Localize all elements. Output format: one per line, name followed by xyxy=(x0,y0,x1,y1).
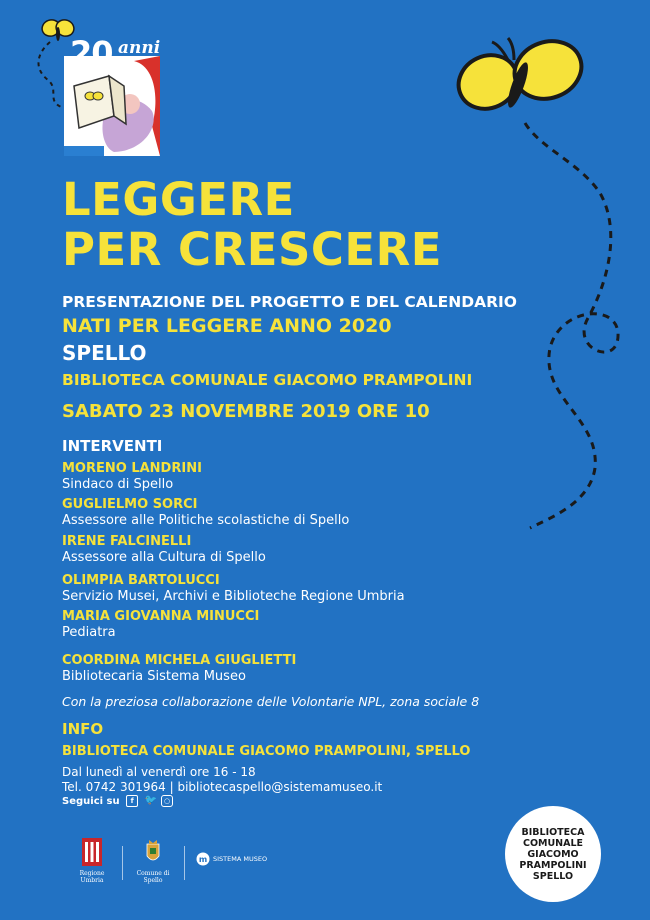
butterfly-flight-path xyxy=(470,118,640,538)
comune-spello-crest-icon xyxy=(145,838,161,866)
project-name: NATI PER LEGGERE ANNO 2020 xyxy=(62,315,392,337)
speaker-entry xyxy=(62,534,266,566)
speaker-entry xyxy=(62,497,349,529)
badge-line: GIACOMO xyxy=(527,848,579,860)
sistema-museo-icon xyxy=(196,852,210,866)
speaker-role: Servizio Musei, Archivi e Biblioteche Regione Umbria xyxy=(62,589,405,604)
butterfly-icon xyxy=(448,30,598,130)
social-label: Seguici su xyxy=(62,796,120,807)
speaker-name: MORENO LANDRINI xyxy=(62,461,202,476)
sistema-museo-label: SISTEMA MUSEO xyxy=(213,855,268,863)
regione-umbria-logo xyxy=(70,838,114,884)
speaker-name: OLIMPIA BARTOLUCCI xyxy=(62,573,220,588)
instagram-icon[interactable]: ○ xyxy=(161,795,173,807)
speaker-entry xyxy=(62,609,259,641)
collaboration-note: Con la preziosa collaborazione delle Volontarie NPL, zona sociale 8 xyxy=(62,694,480,709)
event-date: SABATO 23 NOVEMBRE 2019 ORE 10 xyxy=(62,401,430,422)
opening-hours: Dal lunedì al venerdì ore 16 - 18 xyxy=(62,765,256,779)
presentation-heading: PRESENTAZIONE DEL PROGETTO E DEL CALENDARIO xyxy=(62,293,517,311)
speaker-name: GUGLIELMO SORCI xyxy=(62,497,198,512)
coordinator-entry xyxy=(62,653,296,685)
speaker-name: MARIA GIOVANNA MINUCCI xyxy=(62,609,260,624)
social-links xyxy=(62,795,173,807)
comune-spello-label: Comune di Spello xyxy=(136,870,170,884)
logo-number: 20 xyxy=(70,34,113,72)
speaker-role: Pediatra xyxy=(62,625,116,640)
speaker-role: Assessore alle Politiche scolastiche di Spello xyxy=(62,513,350,528)
comune-spello-logo xyxy=(128,838,178,884)
contact-line: Tel. 0742 301964 | bibliotecaspello@sistemamuseo.it xyxy=(62,780,383,794)
speaker-name: COORDINA MICHELA GIUGLIETTI xyxy=(62,653,297,668)
speaker-entry xyxy=(62,573,405,605)
badge-line: SPELLO xyxy=(532,870,574,882)
logo-word: anni xyxy=(118,38,161,58)
regione-umbria-label: Regione Umbria xyxy=(79,870,105,884)
badge-line: COMUNALE xyxy=(522,837,584,849)
regione-umbria-emblem-icon xyxy=(82,838,102,866)
speaker-role: Assessore alla Cultura di Spello xyxy=(62,550,266,565)
interventi-label: INTERVENTI xyxy=(62,437,163,455)
speaker-role: Sindaco di Spello xyxy=(62,477,174,492)
footer-divider xyxy=(122,846,123,880)
info-library: BIBLIOTECA COMUNALE GIACOMO PRAMPOLINI, SPELLO xyxy=(62,744,471,759)
footer-divider xyxy=(184,846,185,880)
city-name: SPELLO xyxy=(62,341,147,365)
speaker-role: Bibliotecaria Sistema Museo xyxy=(62,669,246,684)
venue-name: BIBLIOTECA COMUNALE GIACOMO PRAMPOLINI xyxy=(62,371,473,389)
info-label: INFO xyxy=(62,720,104,738)
twitter-icon[interactable]: 🐦 xyxy=(144,795,158,806)
speaker-entry xyxy=(62,461,202,493)
svg-text:m: m xyxy=(198,855,208,864)
speaker-name: IRENE FALCINELLI xyxy=(62,534,192,549)
poster-title-line2: PER CRESCERE xyxy=(62,223,443,276)
poster-title-line1: LEGGERE xyxy=(62,173,295,226)
library-badge xyxy=(505,806,601,902)
facebook-icon[interactable]: f xyxy=(126,795,138,807)
badge-line: PRAMPOLINI xyxy=(519,859,587,871)
sistema-museo-logo xyxy=(196,852,267,866)
badge-line: BIBLIOTECA xyxy=(521,826,585,838)
